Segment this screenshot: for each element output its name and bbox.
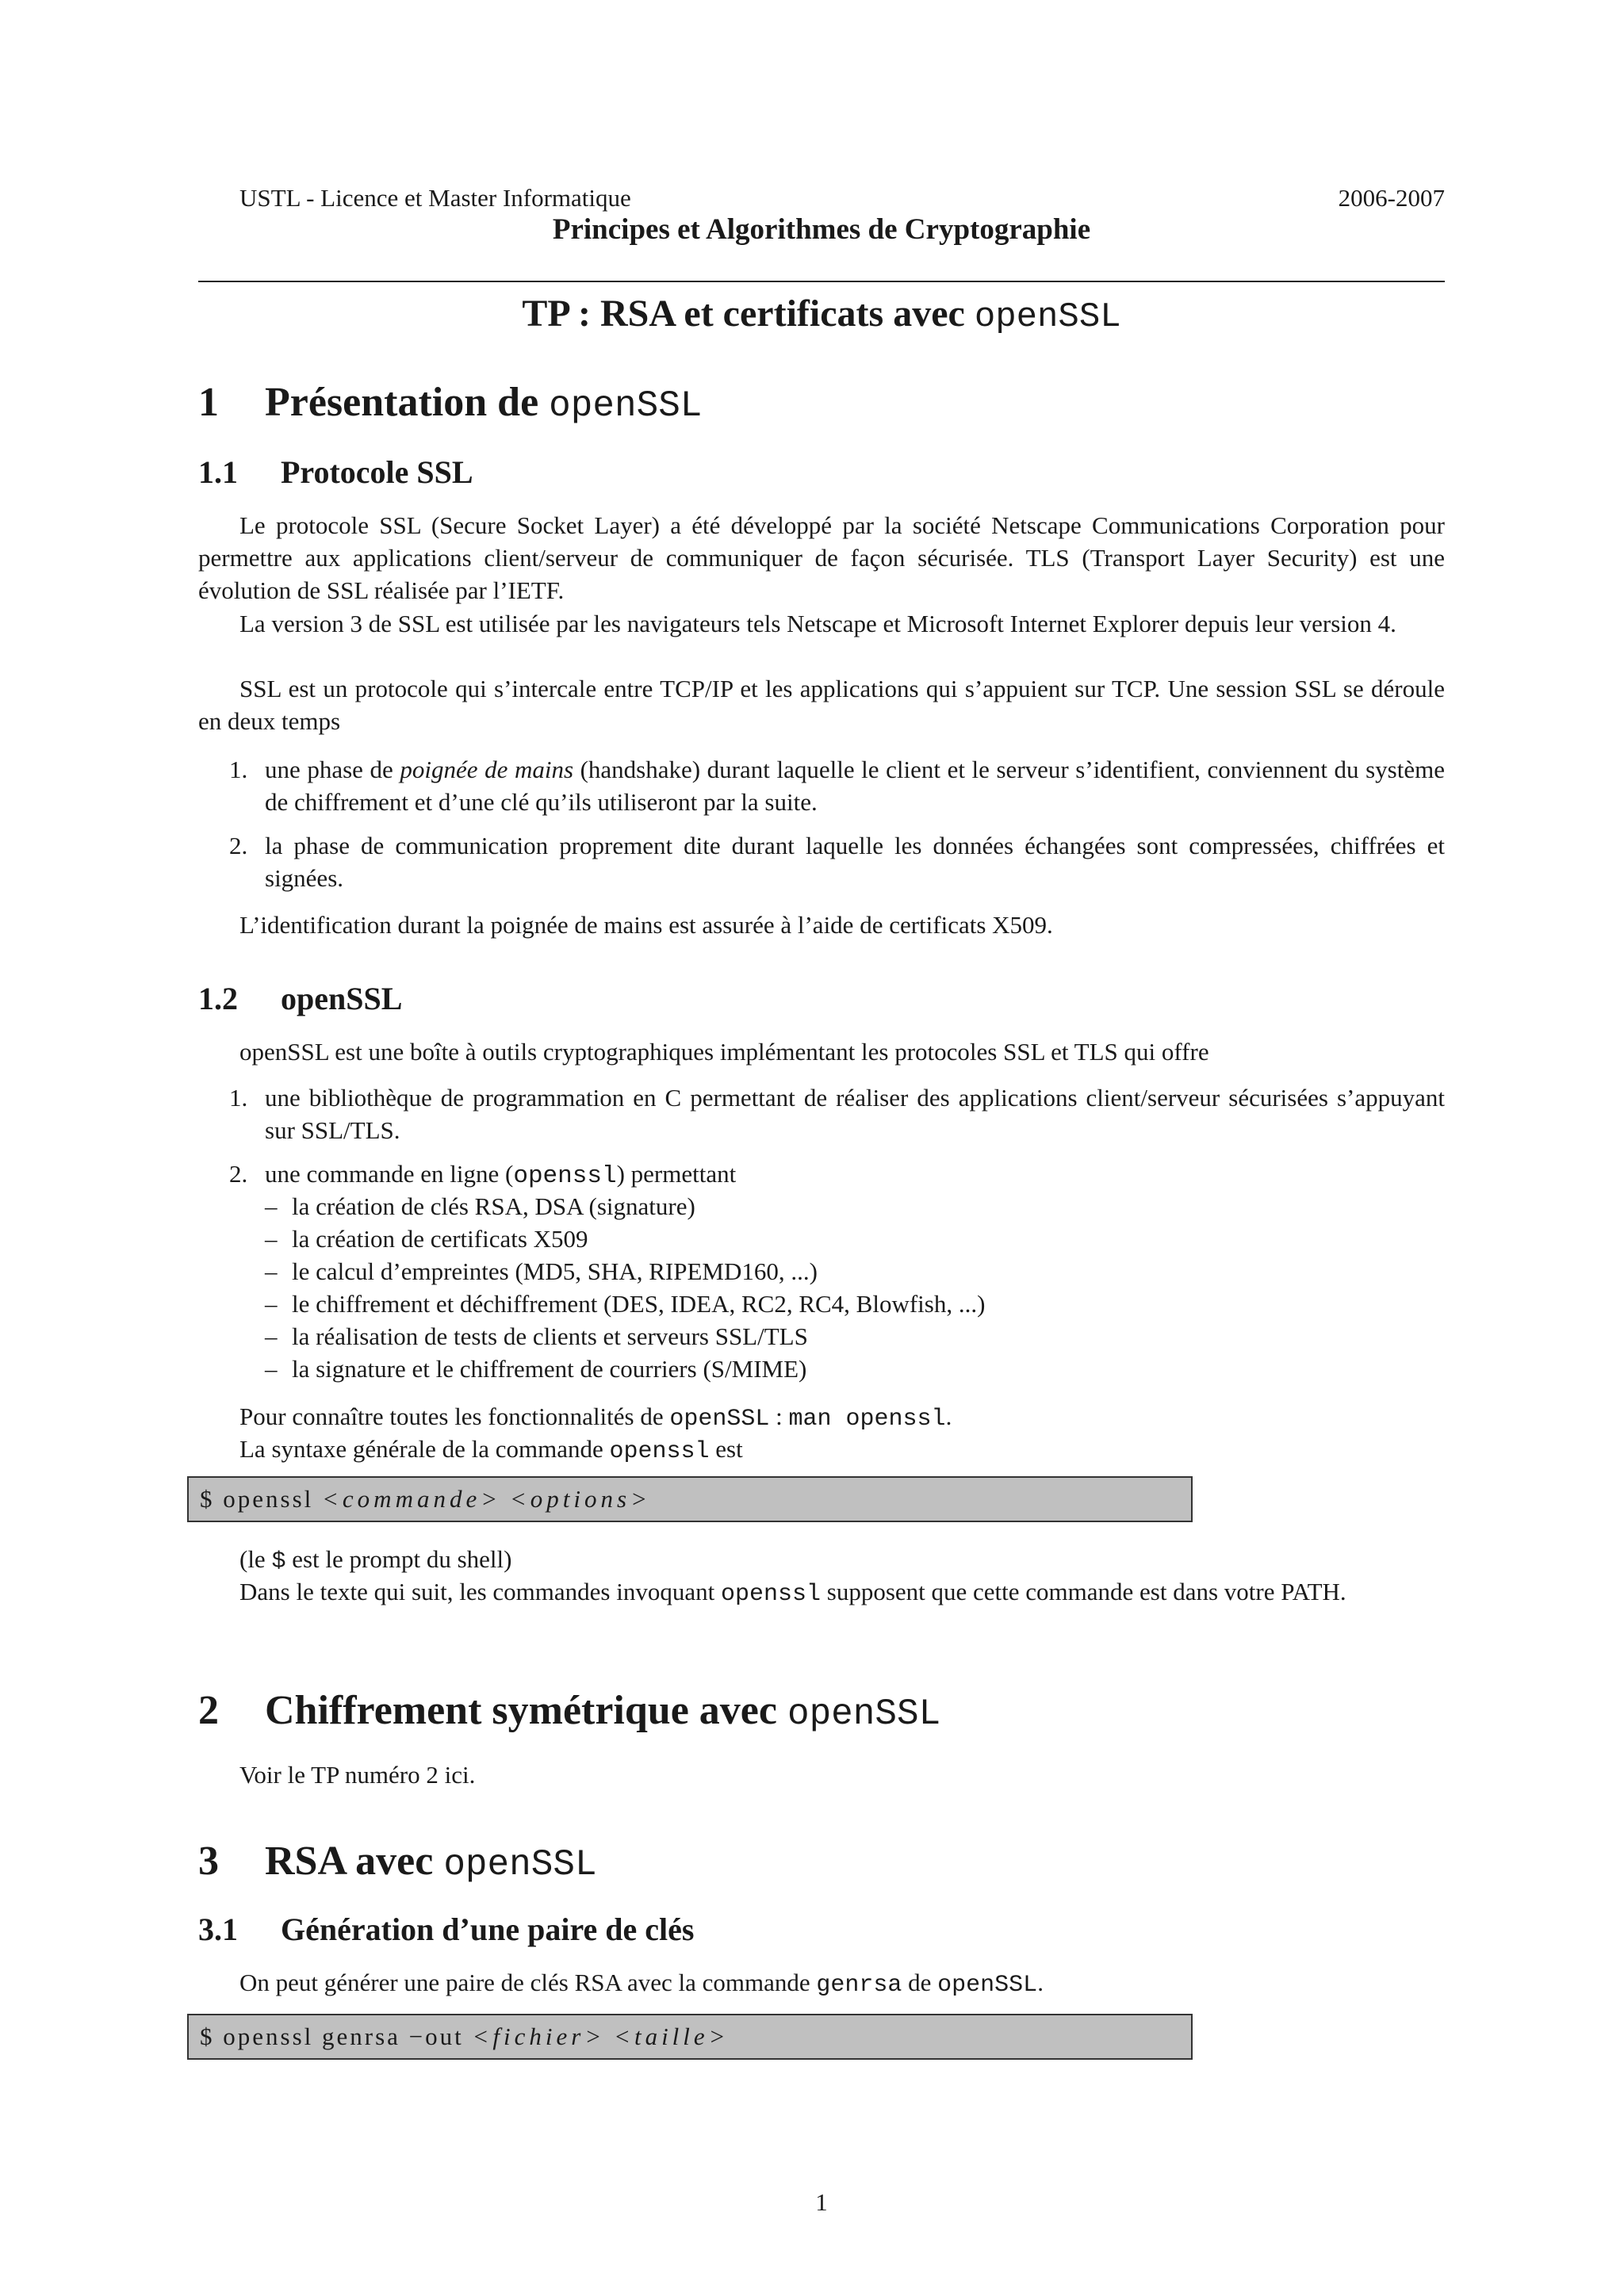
list-item: 2. la phase de communication proprement dite durant laquelle les données échangées sont compressées, chiffrées et signées. <box>229 832 1445 892</box>
section-3-heading: 3 RSA avec openSSL <box>198 1839 597 1885</box>
command-box: $ openssl genrsa −out <fichier> <taille> <box>187 2014 1193 2060</box>
paragraph: SSL est un protocole qui s’intercale entre TCP/IP et les applications qui s’appuient sur TCP. Une session SSL se déroule en deux temps <box>198 675 1445 735</box>
paragraph: Dans le texte qui suit, les commandes invoquant openssl supposent que cette commande est dans votre PATH. <box>239 1578 1346 1608</box>
paragraph: La syntaxe générale de la commande openssl est <box>239 1435 743 1465</box>
bullet-item: – la création de clés RSA, DSA (signature) <box>265 1192 695 1220</box>
institution: USTL - Licence et Master Informatique <box>239 184 631 212</box>
bullet-item: – la signature et le chiffrement de courriers (S/MIME) <box>265 1355 807 1383</box>
bullet-item: – la réalisation de tests de clients et serveurs SSL/TLS <box>265 1322 808 1350</box>
paragraph: Le protocole SSL (Secure Socket Layer) a été développé par la société Netscape Communications Corporation pour permettre aux applications client/serveur de communiquer de façon sécurisée. TLS (Transport Layer Security) est une évolution de SSL réalisée par l’IETF. <box>198 511 1445 604</box>
bullet-item: – le chiffrement et déchiffrement (DES, IDEA, RC2, RC4, Blowfish, ...) <box>265 1290 986 1318</box>
page-number: 1 <box>815 2188 828 2216</box>
paragraph: (le $ est le prompt du shell) <box>239 1545 512 1575</box>
bullet-item: – le calcul d’empreintes (MD5, SHA, RIPEMD160, ...) <box>265 1257 818 1285</box>
document-title: TP : RSA et certificats avec openSSL <box>522 293 1121 337</box>
subsection-1-2-heading: 1.2 openSSL <box>198 981 403 1016</box>
list-item: 1. une bibliothèque de programmation en C permettant de réaliser des applications client/serveur sécurisées s’appuyant sur SSL/TLS. <box>229 1084 1445 1144</box>
academic-year: 2006-2007 <box>1338 184 1445 212</box>
bullet-item: – la création de certificats X509 <box>265 1225 588 1253</box>
course-title: Principes et Algorithmes de Cryptographie <box>552 213 1091 246</box>
list-item: 1. une phase de poignée de mains (handshake) durant laquelle le client et le serveur s’identifient, conviennent du système de chiffrement et d’une clé qu’ils utiliseront par la suite. <box>229 756 1445 816</box>
subsection-3-1-heading: 3.1 Génération d’une paire de clés <box>198 1911 695 1947</box>
paragraph: On peut générer une paire de clés RSA avec la commande genrsa de openSSL. <box>239 1969 1044 1999</box>
paragraph: Voir le TP numéro 2 ici. <box>239 1761 476 1789</box>
paragraph: Pour connaître toutes les fonctionnalités de openSSL : man openssl. <box>239 1402 952 1433</box>
paragraph: L’identification durant la poignée de mains est assurée à l’aide de certificats X509. <box>239 911 1053 939</box>
command-box: $ openssl <commande> <options> <box>187 1476 1193 1522</box>
list-item: 2. une commande en ligne (openssl) permettant <box>229 1160 737 1190</box>
section-2-heading: 2 Chiffrement symétrique avec openSSL <box>198 1688 941 1735</box>
paragraph: openSSL est une boîte à outils cryptographiques implémentant les protocoles SSL et TLS qui offre <box>239 1038 1209 1066</box>
subsection-1-1-heading: 1.1 Protocole SSL <box>198 454 473 490</box>
section-1-heading: 1 Présentation de openSSL <box>198 380 703 427</box>
header-divider <box>198 281 1445 282</box>
paragraph: La version 3 de SSL est utilisée par les navigateurs tels Netscape et Microsoft Internet Explorer depuis leur version 4. <box>239 610 1396 637</box>
